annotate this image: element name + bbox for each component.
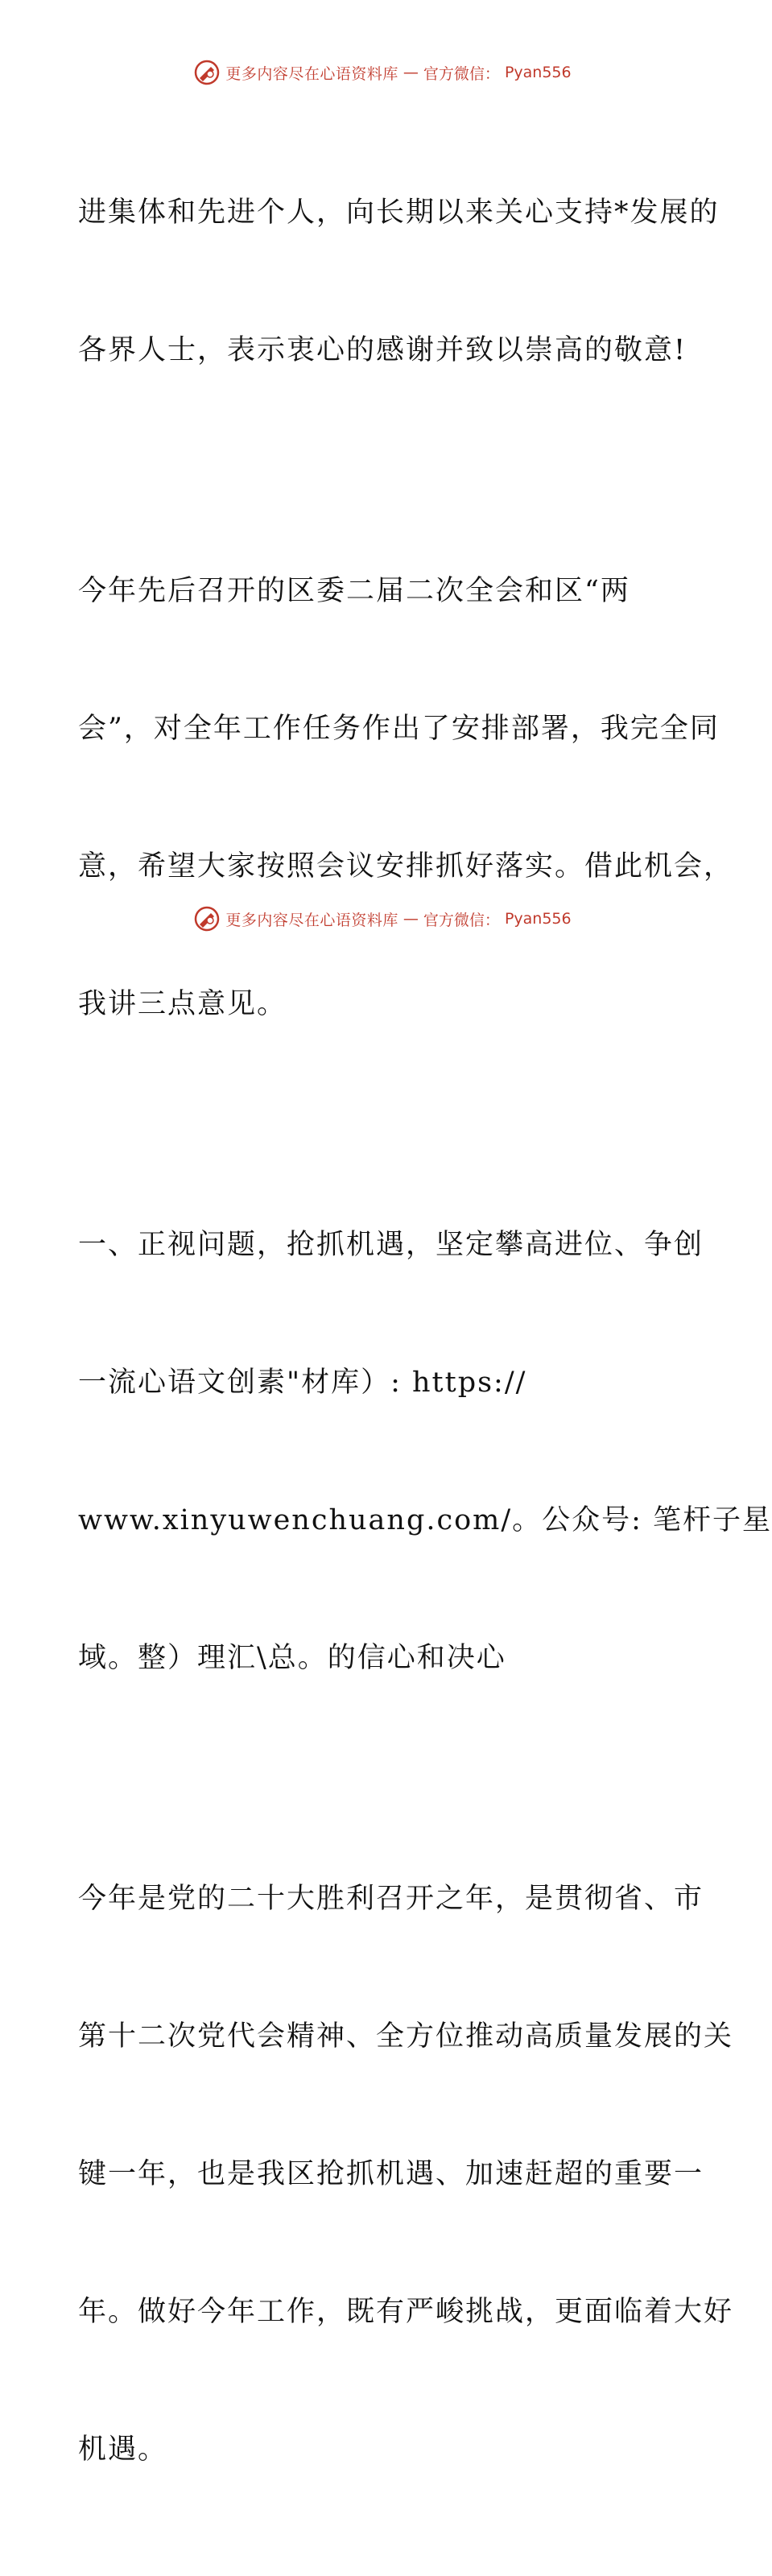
text-line: 意，希望大家按照会议安排抓好落实。借此机会， bbox=[78, 850, 734, 883]
text-line: 年。做好今年工作，既有严峻挑战，更面临着大好 bbox=[78, 2296, 734, 2328]
banner-wechat-id: Pyan556 bbox=[504, 910, 572, 928]
text-line: 我讲三点意见。 bbox=[78, 988, 287, 1020]
banner-wechat-id: Pyan556 bbox=[504, 64, 572, 81]
text-line: 今年是党的二十大胜利召开之年，是贯彻省、市 bbox=[78, 1883, 704, 1915]
text-line: 一流心语文创素"材库）: https:// bbox=[78, 1367, 527, 1399]
text-line: 键一年，也是我区抢抓机遇、加速赶超的重要一 bbox=[78, 2158, 704, 2190]
text-line: 今年先后召开的区委二届二次全会和区“两 bbox=[78, 575, 630, 607]
paragraph-4 bbox=[78, 1784, 734, 2565]
text-line: www.xinyuwenchuang.com/。公众号: 笔杆子星 bbox=[78, 1504, 772, 1536]
paragraph-3-heading bbox=[78, 1131, 772, 1773]
paragraph-2 bbox=[78, 477, 734, 1119]
banner-official-label: 官方微信： bbox=[423, 64, 500, 83]
banner-dash: — bbox=[403, 64, 419, 81]
text-line: 各界人士，表示衷心的感谢并致以崇高的敬意! bbox=[78, 334, 687, 366]
text-line: 第十二次党代会精神、全方位推动高质量发展的关 bbox=[78, 2020, 734, 2053]
banner-main-text: 更多内容尽在心语资料库 bbox=[225, 911, 398, 929]
pen-logo-icon bbox=[193, 905, 221, 932]
text-line: 域。整）理汇\总。的信心和决心 bbox=[78, 1642, 506, 1674]
footer-watermark-banner bbox=[0, 903, 765, 935]
text-line: 会”，对全年工作任务作出了安排部署，我完全同 bbox=[78, 713, 720, 745]
text-line: 机遇。 bbox=[78, 2433, 168, 2466]
pen-logo-icon bbox=[193, 59, 221, 86]
document-body bbox=[78, 98, 772, 2576]
text-line: 一、正视问题，抢抓机遇，坚定攀高进位、争创 bbox=[78, 1229, 704, 1261]
banner-official-label: 官方微信： bbox=[423, 911, 500, 929]
text-line: 进集体和先进个人，向长期以来关心支持*发展的 bbox=[78, 196, 720, 229]
banner-main-text: 更多内容尽在心语资料库 bbox=[225, 64, 398, 83]
paragraph-1 bbox=[78, 98, 720, 465]
header-watermark-banner bbox=[0, 56, 765, 89]
banner-dash: — bbox=[403, 910, 419, 928]
